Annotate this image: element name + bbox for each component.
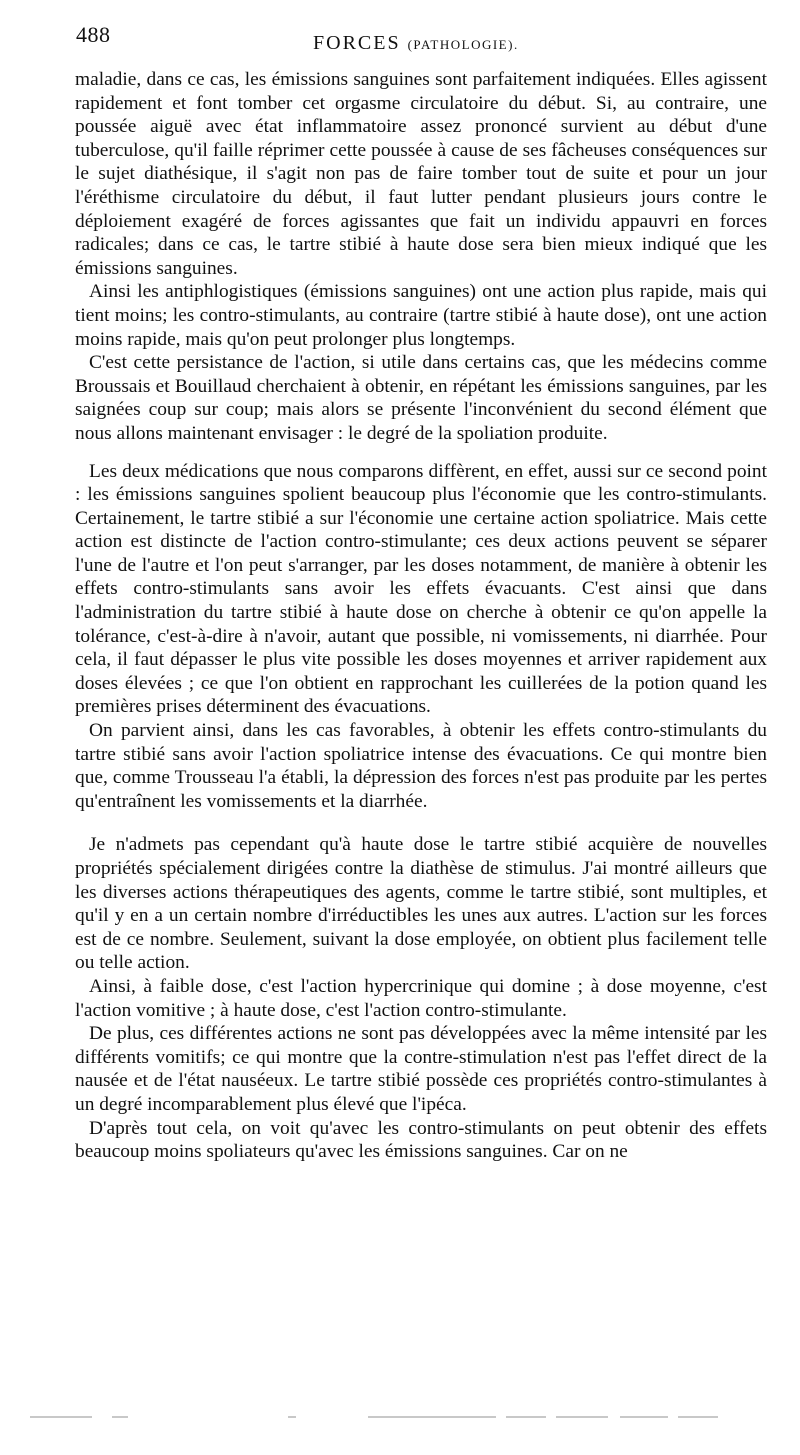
running-head <box>313 32 519 55</box>
body-text <box>75 68 767 1164</box>
scan-mark <box>506 1416 546 1418</box>
paragraph-8: De plus, ces différentes actions ne sont pas développées avec la même intensité par les différents vomitifs; ce qui montre que la contre-stimulation n'est pas l'effet direct de la nausée et de l'état nauséeux. Le tartre stibié possède ces propriétés contro-stimulantes à un degré incomparablement plus élevé que l'ipéca. <box>75 1023 767 1115</box>
paragraph-7: Ainsi, à faible dose, c'est l'action hypercrinique qui domine ; à dose moyenne, c'est l'action vomitive ; à haute dose, c'est l'action contro-stimulante. <box>75 975 767 1021</box>
scan-mark <box>112 1416 128 1418</box>
paragraph-5: On parvient ainsi, dans les cas favorables, à obtenir les effets contro-stimulants du tartre stibié sans avoir l'action spoliatrice intense des évacuations. Ce qui montre bien que, comme Trousseau l'a établi, la dépression des forces n'est pas produite par les pertes qu'entraînent les vomissements et la diarrhée. <box>75 720 767 812</box>
scan-mark <box>30 1416 92 1418</box>
paragraph-9: D'après tout cela, on voit qu'avec les contro-stimulants on peut obtenir des effets beaucoup moins spoliateurs qu'avec les émissions sanguines. Car on ne <box>75 1117 767 1163</box>
paragraph-3: C'est cette persistance de l'action, si utile dans certains cas, que les médecins comme Broussais et Bouillaud cherchaient à obtenir, en répétant les émissions sanguines, par les saignées coup sur coup; mais alors se présente l'inconvénient du second élément que nous allons maintenant envisager : le degré de la spoliation produite. <box>75 352 767 444</box>
paragraph-6: Je n'admets pas cependant qu'à haute dose le tartre stibié acquière de nouvelles propriétés spécialement dirigées contre la diathèse de stimulus. J'ai montré ailleurs que les diverses actions thérapeutiques des agents, comme le tartre stibié, sont multiples, et qu'il y en a un certain nombre d'irréductibles les unes aux autres. L'action sur les forces est de ce nombre. Seulement, suivant la dose employée, on obtient plus facilement telle ou telle action. <box>75 834 767 974</box>
page-number: 488 <box>76 22 111 47</box>
paragraph-1: maladie, dans ce cas, les émissions sanguines sont parfaitement indiquées. Elles agissent rapidement et font tomber cet orgasme circulatoire du début. Si, au contraire, une poussée aiguë avec état inflammatoire assez prononcé survient au début d'une tuberculose, qu'il faille réprimer cette poussée à cause de ses fâcheuses conséquences sur le sujet diathésique, il s'agit non pas de faire tomber tout de suite et pour un jour l'éréthisme circulatoire du début, il faut lutter pendant plusieurs jours contre le déploiement exagéré de forces agissantes que fait un individu appauvri en forces radicales; dans ce cas, le tartre stibié à haute dose sera bien mieux indiqué que les émissions sanguines. <box>75 69 767 279</box>
paragraph-4: Les deux médications que nous comparons diffèrent, en effet, aussi sur ce second point : les émissions sanguines spolient beaucoup plus l'économie que les contro-stimulants. Certainement, le tartre stibié a sur l'économie une certaine action spoliatrice. Mais cette action est distincte de l'action contro-stimulante; ces deux actions peuvent se séparer l'une de l'autre et l'on peut s'arranger, par les doses notamment, de manière à obtenir les effets contro-stimulants sans avoir les effets évacuants. C'est ainsi que dans l'administration du tartre stibié à haute dose on cherche à obtenir ce qu'on appelle la tolérance, c'est-à-dire à n'avoir, autant que possible, ni vomissements, ni diarrhée. Pour cela, il faut dépasser le plus vite possible les doses moyennes et arriver rapidement aux doses élevées ; ce que l'on obtient en rapprochant les cuillerées de la potion quand les premières prises déterminent des évacuations. <box>75 460 767 718</box>
scan-mark <box>556 1416 608 1418</box>
running-head-subtitle: (PATHOLOGIE). <box>407 37 519 52</box>
running-head-title: FORCES <box>313 32 401 54</box>
scan-mark <box>620 1416 668 1418</box>
paragraph-2: Ainsi les antiphlogistiques (émissions sanguines) ont une action plus rapide, mais qui tient moins; les contro-stimulants, au contraire (tartre stibié à haute dose), ont une action moins rapide, mais qu'on peut prolonger plus longtemps. <box>75 281 767 350</box>
scan-mark <box>288 1416 296 1418</box>
scan-mark <box>678 1416 718 1418</box>
scan-artifact-marks <box>30 1416 770 1422</box>
scan-mark <box>368 1416 496 1418</box>
page-header <box>76 22 766 62</box>
